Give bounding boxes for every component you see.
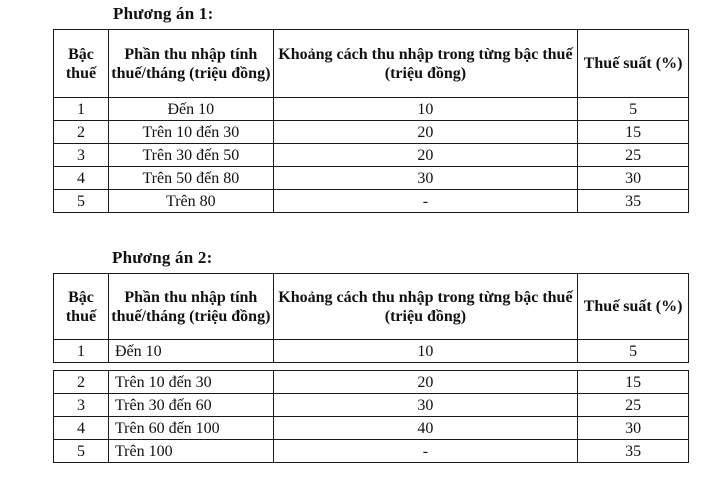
plan2-row3-rate: 25	[578, 394, 689, 417]
plan1-row3-income: Trên 30 đến 50	[108, 144, 273, 167]
plan1-row1-rate: 5	[578, 98, 689, 121]
plan1-header-rate: Thuế suất (%)	[578, 30, 689, 98]
table-row	[54, 144, 689, 167]
plan1-row1-bracket: 1	[54, 98, 109, 121]
gap-cell	[54, 363, 109, 371]
gap-cell	[273, 363, 577, 371]
plan1-header-bracket: Bậc thuế	[54, 30, 109, 98]
plan1-row4-gap: 30	[273, 167, 577, 190]
table-row	[54, 417, 689, 440]
plan2-row5-bracket: 5	[54, 440, 109, 463]
table-row	[54, 440, 689, 463]
table-row	[54, 190, 689, 213]
plan2-row5-income: Trên 100	[108, 440, 273, 463]
plan2-row3-gap: 30	[273, 394, 577, 417]
plan2-title: Phương án 2:	[112, 248, 213, 267]
plan1-row3-gap: 20	[273, 144, 577, 167]
plan2-header-bracket: Bậc thuế	[54, 274, 109, 340]
plan1-row2-gap: 20	[273, 121, 577, 144]
gap-cell	[108, 363, 273, 371]
plan2-row1-gap: 10	[273, 340, 577, 363]
plan2-row4-rate: 30	[578, 417, 689, 440]
plan1-header-gap: Khoảng cách thu nhập trong từng bậc thuế (triệu đồng)	[273, 30, 577, 98]
plan1-row2-bracket: 2	[54, 121, 109, 144]
plan1-row5-bracket: 5	[54, 190, 109, 213]
table-row	[54, 121, 689, 144]
plan1-row3-rate: 25	[578, 144, 689, 167]
plan1-row2-rate: 15	[578, 121, 689, 144]
plan2-row5-rate: 35	[578, 440, 689, 463]
plan2-row1-bracket: 1	[54, 340, 109, 363]
plan1-title: Phương án 1:	[113, 4, 214, 23]
plan1-row5-gap: -	[273, 190, 577, 213]
plan2-row1-income: Đến 10	[108, 340, 273, 363]
plan1-row4-bracket: 4	[54, 167, 109, 190]
plan2-header-income: Phần thu nhập tính thuế/tháng (triệu đồng)	[108, 274, 273, 340]
plan2-row4-bracket: 4	[54, 417, 109, 440]
plan2-table	[53, 273, 689, 463]
plan2-header-rate: Thuế suất (%)	[578, 274, 689, 340]
plan2-row1-rate: 5	[578, 340, 689, 363]
plan2-header-row	[54, 274, 689, 340]
plan1-row5-rate: 35	[578, 190, 689, 213]
plan1-row1-income: Đến 10	[108, 98, 273, 121]
table-row	[54, 340, 689, 363]
table-row	[54, 98, 689, 121]
table-row	[54, 394, 689, 417]
plan2-row4-gap: 40	[273, 417, 577, 440]
plan1-row4-income: Trên 50 đến 80	[108, 167, 273, 190]
plan2-header-gap: Khoảng cách thu nhập trong từng bậc thuế (triệu đồng)	[273, 274, 577, 340]
plan2-row2-rate: 15	[578, 371, 689, 394]
plan2-row4-income: Trên 60 đến 100	[108, 417, 273, 440]
table-row	[54, 371, 689, 394]
plan2-row2-bracket: 2	[54, 371, 109, 394]
plan2-row3-income: Trên 30 đến 60	[108, 394, 273, 417]
plan1-row3-bracket: 3	[54, 144, 109, 167]
plan1-row5-income: Trên 80	[108, 190, 273, 213]
table-row	[54, 167, 689, 190]
plan1-row1-gap: 10	[273, 98, 577, 121]
plan1-row2-income: Trên 10 đến 30	[108, 121, 273, 144]
plan2-row3-bracket: 3	[54, 394, 109, 417]
plan1-header-row	[54, 30, 689, 98]
plan2-row2-income: Trên 10 đến 30	[108, 371, 273, 394]
row-gap	[54, 363, 689, 371]
plan2-row5-gap: -	[273, 440, 577, 463]
gap-cell	[578, 363, 689, 371]
plan1-table	[53, 29, 689, 213]
plan2-row2-gap: 20	[273, 371, 577, 394]
plan1-header-income: Phần thu nhập tính thuế/tháng (triệu đồng)	[108, 30, 273, 98]
plan1-row4-rate: 30	[578, 167, 689, 190]
